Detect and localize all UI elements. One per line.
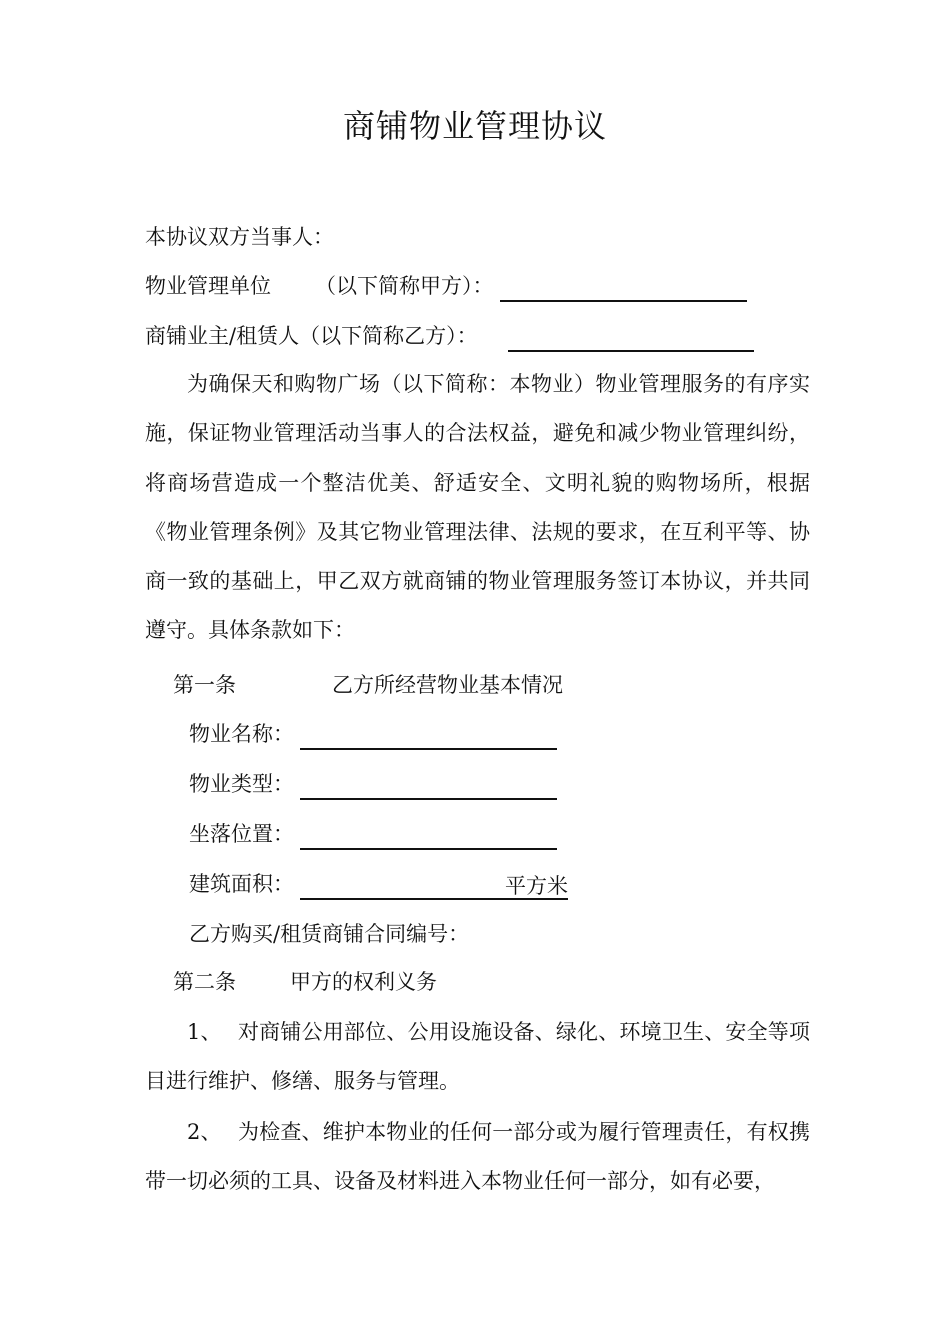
- item-1-text: 对商铺公用部位、公用设施设备、绿化、环境卫生、安全等项目进行维护、修缮、服务与管理。: [145, 1020, 810, 1094]
- article1-heading: 乙方所经营物业基本情况: [332, 673, 563, 697]
- party-b-label: 商铺业主/租赁人（以下简称乙方）：: [145, 324, 478, 348]
- field-area-label: 建筑面积：: [189, 872, 294, 896]
- article2-heading: 甲方的权利义务: [290, 970, 437, 994]
- field-property-name-blank[interactable]: [300, 722, 557, 750]
- party-a-label: 物业管理单位: [145, 274, 271, 298]
- party-a-line: [145, 270, 494, 302]
- contract-number-label: 乙方购买/租赁商铺合同编号：: [189, 922, 470, 946]
- field-location-blank[interactable]: [300, 822, 557, 850]
- field-property-name-label: 物业名称：: [189, 722, 294, 746]
- article2-item-2: [145, 1108, 810, 1207]
- preamble-paragraph: 为确保天和购物广场（以下简称：本物业）物业管理服务的有序实施，保证物业管理活动当事人的合法权益，避免和减少物业管理纠纷，将商场营造成一个整洁优美、舒适安全、文明礼貌的购物场所，根据《物业管理条例》及其它物业管理法律、法规的要求，在互利平等、协商一致的基础上，甲乙双方就商铺的物业管理服务签订本协议，并共同遵守。具体条款如下：: [145, 372, 810, 643]
- field-location-label: 坐落位置：: [189, 822, 294, 846]
- document-title: 商铺物业管理协议: [342, 107, 607, 145]
- field-area-unit: 平方米: [505, 874, 568, 898]
- field-property-type-blank[interactable]: [300, 772, 557, 800]
- intro-label: 本协议双方当事人：: [145, 225, 334, 249]
- article2-item-1: [145, 1008, 810, 1107]
- item-1-index: 1、: [187, 1020, 222, 1044]
- article2-number: 第二条: [173, 970, 236, 994]
- party-b-blank[interactable]: [508, 324, 754, 352]
- item-2-text: 为检查、维护本物业的任何一部分或为履行管理责任，有权携带一切必须的工具、设备及材料进入本物业任何一部分，如有必要，: [145, 1120, 810, 1194]
- article1-number: 第一条: [173, 673, 236, 697]
- field-area-blank[interactable]: [300, 872, 568, 900]
- party-a-blank[interactable]: [500, 274, 747, 302]
- item-2-index: 2、: [187, 1120, 222, 1144]
- party-a-suffix: （以下简称甲方）：: [315, 274, 494, 298]
- field-property-type-label: 物业类型：: [189, 772, 294, 796]
